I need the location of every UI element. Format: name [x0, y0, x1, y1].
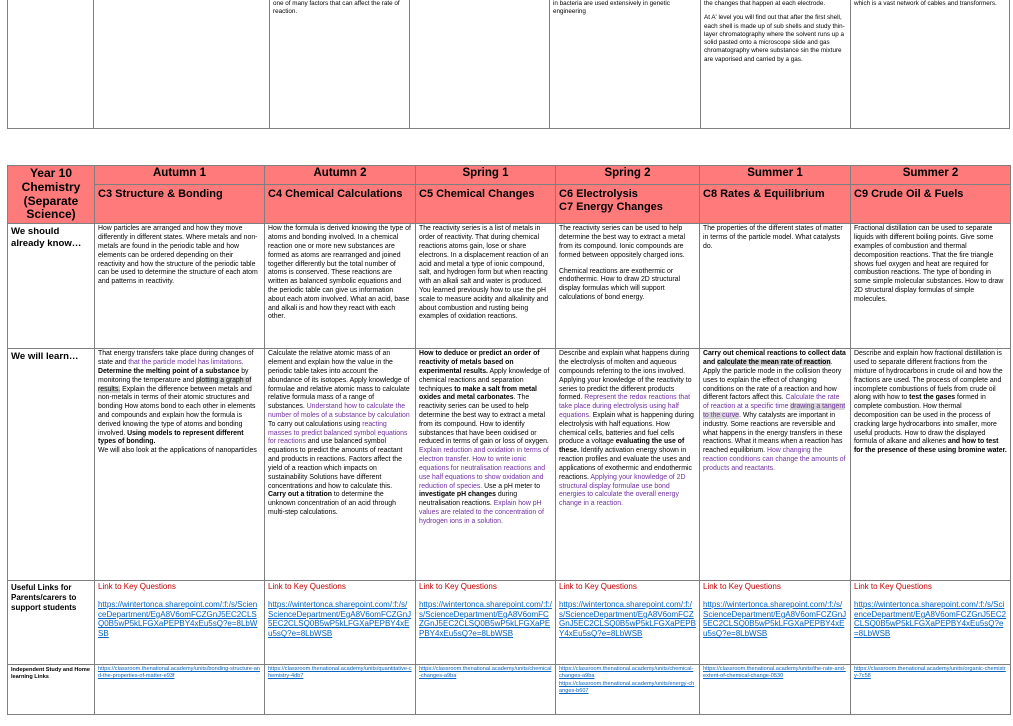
- key-questions-link-c6[interactable]: Link to Key Questions: [559, 582, 637, 592]
- know-c5: The reactivity series is a list of metals in order of reactivity. That during chemical reactions atoms gain, lose or share electrons. In a displacement reaction of an acid and metal a type of ionic compound, salt, and hydrogen form but when reacting with an alkali salt and water is produced. You learned previously how to use the pH scale to measure acidity and alkalinity and about combustion and rusting being examples of oxidation reactions.: [416, 224, 556, 349]
- learn-c8-text: . Apply the particle mode in the collision theory uses to explain the effect of changing conditions on the rate of a reaction and how different factors affect this.: [703, 359, 842, 402]
- prev-cell-7: which is a vast network of cables and transformers.: [851, 0, 1010, 129]
- oak-link-c7[interactable]: https://classroom.thenational.academy/units/energy-changes-b607: [559, 680, 695, 694]
- key-questions-link-c5[interactable]: Link to Key Questions: [419, 582, 497, 592]
- topic-c4: C4 Chemical Calculations: [265, 185, 416, 224]
- learn-c5-text3: Use a pH meter to: [482, 482, 541, 490]
- prev-cell-3: one of many factors that can affect the rate of reaction.: [270, 0, 410, 129]
- learn-c3-text3: Explain the difference between metals and non-metals in terms of their atomic structures and bonding How atoms bond to each other in elements and compounds and explain how the formula is derived knowing the type of atoms and bonding involved.: [98, 385, 256, 437]
- independent-c4: [265, 665, 416, 715]
- learn-c3-bold: Determine the melting point of a substance: [98, 367, 240, 375]
- learn-c6-text2: Explain what is happening during electrolysis with half equations. How chemical cells, batteries and fuel cells produce a voltage: [559, 411, 694, 446]
- year-heading: Year 10 Chemistry (Separate Science): [8, 166, 95, 224]
- learn-c8-text2: . Why catalysts are important in industry. Some reactions are reversible and what happens in the energy transfers in these reactions. What it means when a reaction has reached equilibrium.: [703, 411, 843, 455]
- oak-link-c6[interactable]: https://classroom.thenational.academy/units/chemical-changes-a9ba: [559, 666, 694, 680]
- know-c8: The properties of the different states of matter in terms of the particle model. What catalysts do.: [700, 224, 851, 349]
- learn-c3-text: That energy transfers take place during changes of state and: [98, 350, 254, 367]
- topic-c7: C7 Energy Changes: [559, 200, 663, 213]
- topic-c3: C3 Structure & Bonding: [95, 185, 265, 224]
- topic-c5: C5 Chemical Changes: [416, 185, 556, 224]
- useful-c3: [95, 581, 265, 665]
- topic-c8: C8 Rates & Equilibrium: [700, 185, 851, 224]
- learn-c3: [95, 349, 265, 581]
- season-spring-1: Spring 1: [416, 166, 556, 185]
- label-independent-study: Independent Study and Home learning Links: [8, 665, 95, 715]
- learn-c8-purple-highlight: drawing a tangent to the curve: [703, 403, 846, 419]
- label-already-know: We should already know…: [8, 224, 95, 349]
- learn-c8-purple2: How changing the reaction conditions can change the amounts of products and reactants.: [703, 447, 846, 472]
- learn-c6-text: Describe and explain what happens during the electrolysis of molten and aqueous compounds referring to the ions involved. Applying your knowledge of the reactivity to series to predict the different products formed.: [559, 350, 692, 402]
- previous-term-table: [7, 0, 1010, 129]
- learn-c3-purple: that the particle model has limitations.: [128, 359, 244, 367]
- independent-c9: [851, 665, 1011, 715]
- prev-cell-6: [701, 0, 851, 129]
- learn-c5-text: Apply knowledge of chemical reactions and separation techniques: [419, 367, 550, 393]
- learn-c5: [416, 349, 556, 581]
- know-c7-text: Chemical reactions are exothermic or endothermic. How to draw 2D structural display formulas which will support calculations of bond energy.: [559, 267, 681, 301]
- learn-c5-bold2: to make a salt from metal oxides and metal carbonates: [419, 385, 537, 402]
- learn-c9-text: Describe and explain how fractional distillation is used to separate different fractions from the mixture of hydrocarbons in crude oil and how the fractions are used. The process of complete and incomplete combustions of fuels from crude oil along with how to: [854, 350, 1003, 402]
- season-summer-1: Summer 1: [700, 166, 851, 185]
- topic-c9: C9 Crude Oil & Fuels: [851, 185, 1011, 224]
- sharepoint-link-c6[interactable]: https://wintertonca.sharepoint.com/:f:/s/ScienceDepartment/EgA8V6omFCZGnJ5EC2CLSQ0B5wP5kLFGXaPEPBY4xEu5sQ?e=8LbWSB: [559, 599, 696, 639]
- season-autumn-2: Autumn 2: [265, 166, 416, 185]
- learn-c3-text4: We will also look at the applications of nanoparticles: [98, 447, 257, 455]
- learn-c4-purple2: reacting masses to predict balanced symbol equations for reactions: [268, 420, 408, 446]
- key-questions-link-c8[interactable]: Link to Key Questions: [703, 582, 781, 592]
- season-spring-2: Spring 2: [556, 166, 700, 185]
- prev-cell-1: [8, 0, 94, 129]
- learn-c5-purple: Explain reduction and oxidation in terms of electron transfer. How to write ionic equations for neutralisation reactions and use half equations to show oxidation and reduction of species.: [419, 447, 549, 490]
- oak-link-c5[interactable]: https://classroom.thenational.academy/units/chemical-changes-a9ba: [419, 666, 552, 680]
- prev-cell-5: in bacteria are used extensively in genetic engineering: [550, 0, 701, 129]
- learn-c5-text2: . The reactivity series can be used to help determine the best way to extract a metal from its compound. How to identify substances that have been oxidised or reduced in terms of gain or loss of oxygen.: [419, 394, 549, 446]
- prev-cell-2: [94, 0, 270, 129]
- independent-c3: [95, 665, 265, 715]
- label-useful-links: Useful Links for Parents/carers to support students: [8, 581, 95, 665]
- know-c9: Fractional distillation can be used to separate liquids with different boiling points. Give some examples of combustion and thermal decomposition reactions. That the fire triangle shows fuel oxygen and heat are required for combustion reactions. The type of bonding in some simple molecular substances. How to draw 2D structural display formulas of simple molecules.: [851, 224, 1011, 349]
- independent-c8: [700, 665, 851, 715]
- curriculum-table: [7, 165, 1011, 715]
- useful-c8: [700, 581, 851, 665]
- learn-c6-purple: Represent the redox reactions that take place during electrolysis using half equations.: [559, 394, 690, 419]
- learn-c4: [265, 349, 416, 581]
- learn-c3-highlight: plotting a graph of results.: [98, 376, 252, 393]
- season-summer-2: Summer 2: [851, 166, 1011, 185]
- learn-c8-highlight: calculate the mean rate of reaction: [717, 359, 831, 367]
- learn-c5-purple2: Explain how pH values are related to the concentration of hydrogen ions in a solution.: [419, 500, 544, 525]
- oak-link-c8[interactable]: https://classroom.thenational.academy/units/the-rate-and-extent-of-chemical-change-0530: [703, 666, 846, 680]
- learn-c5-bold: How to deduce or predict an order of reactivity of metals based on experimental results.: [419, 350, 540, 375]
- oak-link-c3[interactable]: https://classroom.thenational.academy/units/bonding-structure-and-the-properties-of-matter-e93f: [98, 666, 260, 680]
- prev-cell-4: [410, 0, 550, 129]
- prev-cell-6-extra: At A' level you will find out that after the first shell, each shell is made up of sub shells and study thin-layer chromatography where the solvent runs up a solid pasted onto a microscope slide and gas chromatography where substance sin the mixture are vaporised and carried by a gas.: [704, 14, 845, 63]
- learn-c9: [851, 349, 1011, 581]
- label-will-learn: We will learn…: [8, 349, 95, 581]
- learn-c6-bold: evaluating the use of these.: [559, 438, 685, 455]
- learn-c6-text3: Identify activation energy shown in reaction profiles and evaluate the uses and applications of exothermic and endothermic reactions.: [559, 447, 692, 481]
- know-c6: [556, 224, 700, 349]
- sharepoint-link-c4[interactable]: https://wintertonca.sharepoint.com/:f:/s/ScienceDepartment/EgA8V6omFCZGnJ5EC2CLSQ0B5wP5kLFGXaPEPBY4xEu5sQ?e=8LbWSB: [268, 599, 412, 639]
- key-questions-link-c3[interactable]: Link to Key Questions: [98, 582, 176, 592]
- know-c3: How particles are arranged and how they move differently in different states. Where metals and non-metals are found in the periodic table and how elements can be ordered depending on their reactivity and how the structure of the periodic table can be used to determine the structure of each atom and patterns in reactivity.: [95, 224, 265, 349]
- learn-c8: [700, 349, 851, 581]
- sharepoint-link-c8[interactable]: https://wintertonca.sharepoint.com/:f:/s/ScienceDepartment/EgA8V6omFCZGnJ5EC2CLSQ0B5wP5kLFGXaPEPBY4xEu5sQ?e=8LbWSB: [703, 599, 847, 639]
- independent-c5: [416, 665, 556, 715]
- learn-c3-bold2: Using models to represent different types of bonding.: [98, 429, 244, 446]
- learn-c4-purple: Understand how to calculate the number of moles of a substance by calculation: [268, 403, 410, 419]
- learn-c8-purple: Calculate the rate of reaction at a specific time: [703, 394, 840, 411]
- learn-c4-text: Calculate the relative atomic mass of an element and explain how the value in the periodic table takes into account the abundance of its isotopes. Apply knowledge of formulae and relative atomic mass to calculate relative formula mass of a range of substances.: [268, 350, 410, 411]
- key-questions-link-c4[interactable]: Link to Key Questions: [268, 582, 346, 592]
- useful-c9: [851, 581, 1011, 665]
- learn-c6: [556, 349, 700, 581]
- learn-c4-text3: and use balanced symbol equations to predict the amounts of reactant and products in reactions. Factors affect the yield of a reaction which impacts on sustainability Solutions have different concentrations and how to calculate this.: [268, 438, 403, 490]
- oak-link-c4[interactable]: https://classroom.thenational.academy/units/quantitative-chemistry-4db7: [268, 666, 412, 680]
- learn-c3-text2: by monitoring the temperature and: [98, 367, 249, 384]
- independent-c6: [556, 665, 700, 715]
- learn-c9-bold: test the gases: [909, 394, 956, 402]
- learn-c9-bold2: and how to test for the presence of these using bromine water.: [854, 438, 1007, 455]
- know-c4: How the formula is derived knowing the type of atoms and bonding involved. In a chemical reaction one or more new substances are formed as atoms are rearranged and joined together differently but the total number of atoms is conserved. These reactions are written as balanced symbolic equations and the periodic table can give us information about each atom involved. What an acid, base and alkali is and how they react with each other.: [265, 224, 416, 349]
- useful-c5: [416, 581, 556, 665]
- learn-c6-purple2: Applying your knowledge of 2D structural display formulae use bond energies to calculate the overall energy change in a reaction.: [559, 473, 686, 508]
- learn-c4-text2: To carry out calculations using: [268, 420, 363, 428]
- know-c6-text: The reactivity series can be used to help determine the best way to extract a metal from its compound. Ionic compounds are formed between oppositely charged ions.: [559, 225, 686, 259]
- oak-link-c9[interactable]: https://classroom.thenational.academy/units/organic-chemistry-7c58: [854, 666, 1006, 680]
- season-autumn-1: Autumn 1: [95, 166, 265, 185]
- learn-c4-bold: Carry out a titration: [268, 491, 332, 499]
- topic-c6: C6 Electrolysis: [559, 188, 638, 200]
- sharepoint-link-c9[interactable]: https://wintertonca.sharepoint.com/:f:/s/ScienceDepartment/EgA8V6omFCZGnJ5EC2CLSQ0B5wP5kLFGXaPEPBY4xEu5sQ?e=8LbWSB: [854, 599, 1007, 639]
- useful-c6: [556, 581, 700, 665]
- learn-c4-text4: to determine the unknown concentration of an acid through multi-step calculations.: [268, 491, 396, 517]
- sharepoint-link-c3[interactable]: https://wintertonca.sharepoint.com/:f:/s/ScienceDepartment/EgA8V6omFCZGnJ5EC2CLSQ0B5wP5kLFGXaPEPBY4xEu5sQ?e=8LbWSB: [98, 599, 258, 639]
- topic-c6-c7: [556, 185, 700, 224]
- learn-c8-bold: Carry out chemical reactions to collect data and: [703, 350, 846, 367]
- learn-c5-text4: during neutralisation reactions.: [419, 491, 518, 508]
- learn-c5-bold3: investigate pH changes: [419, 491, 496, 499]
- learn-c9-text2: formed in complete combustion. How thermal decomposition can be used in the process of cracking large hydrocarbons into smaller, more useful products. How to draw the displayed formula of alkane and alkenes: [854, 394, 997, 446]
- prev-cell-6-text: the changes that happen at each electrode.: [704, 0, 826, 7]
- key-questions-link-c9[interactable]: Link to Key Questions: [854, 582, 932, 592]
- useful-c4: [265, 581, 416, 665]
- sharepoint-link-c5[interactable]: https://wintertonca.sharepoint.com/:f:/s/ScienceDepartment/EgA8V6omFCZGnJ5EC2CLSQ0B5wP5kLFGXaPEPBY4xEu5sQ?e=8LbWSB: [419, 599, 552, 639]
